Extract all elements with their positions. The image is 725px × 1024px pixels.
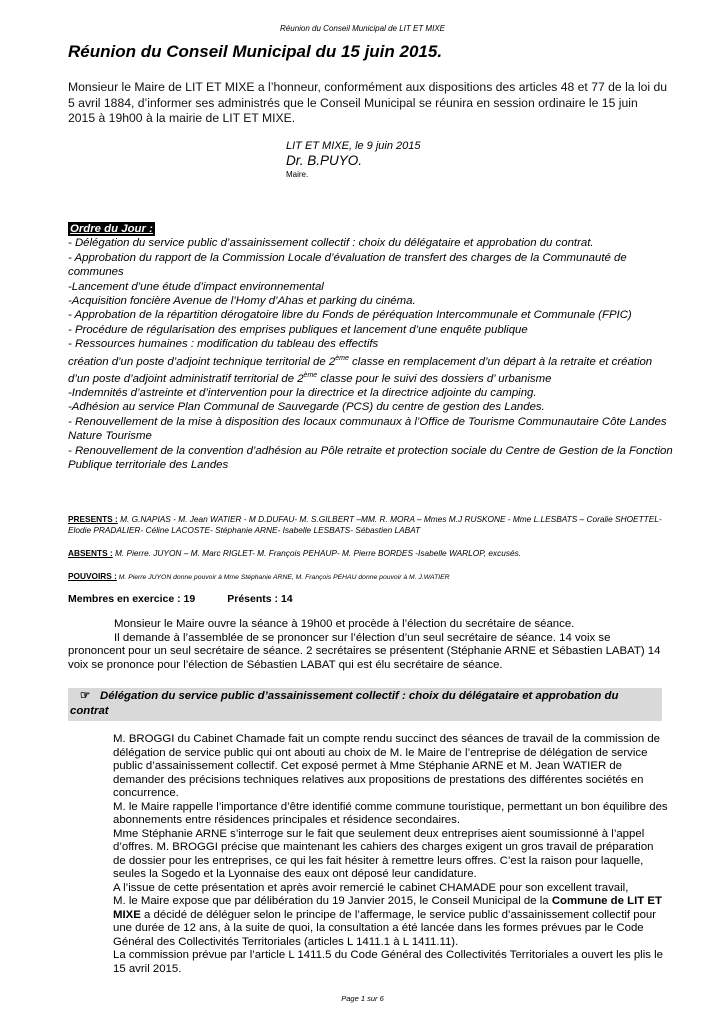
running-header: Réunion du Conseil Municipal de LIT ET MIXE (280, 24, 445, 33)
body-paragraph: M. le Maire rappelle l’importance d’être identifié comme commune touristique, permettant un bon équilibre des abonnements entre résidences principales et résidence secondaires. (113, 800, 668, 826)
agenda-item: -Acquisition foncière Avenue de l’Homy d’Ahas et parking du cinéma. (68, 295, 416, 308)
commune-name: Commune de LIT ET MIXE (113, 895, 662, 921)
page-footer: Page 1 sur 6 (341, 994, 384, 1003)
members-count: Membres en exercice : 19 (68, 593, 196, 605)
absents-list: M. Pierre. JUYON – M. Marc RIGLET- M. François PEHAUP- M. Pierre BORDES -Isabelle WARLOP, excusés. (112, 548, 522, 558)
agenda (68, 222, 673, 473)
agenda-item: -Lancement d’une étude d’impact environnemental (68, 280, 324, 293)
section-title: Délégation du service public d’assainissement collectif : choix du délégataire et approbation du contrat (70, 690, 619, 717)
opening-paragraph: Il demande à l’assemblée de se prononcer sur l’élection d’un seul secrétaire de séance. 14 voix se prononcent pour un seul secrétaire de séance. 2 secrétaires se présentent (Stéphanie ARNE et Sébastien LABAT) 14 voix se prononce pour l’élection de Sébastien LABAT qui est élu secrétaire de séance. (68, 631, 661, 671)
body-paragraph: La commission prévue par l’article L 1411.5 du Code Général des Collectivités Territoriales a ouvert les plis le 15 avril 2015. (113, 949, 663, 975)
agenda-item: - Approbation du rapport de la Commission Locale d’évaluation de transfert des charges de la Communauté de communes (68, 251, 627, 279)
signature-name: Dr. B.PUYO. (286, 153, 363, 168)
body-text: a décidé de déléguer selon le principe de l’affermage, le service public d’assainissement collectif pour une durée de 12 ans, à la suite de quoi, la consultation a été lancée dans les formes prévues par le Code Général des Collectivités Territoriales (articles L 1411.1 à L 1411.11). (113, 908, 657, 948)
absents-line (68, 548, 678, 559)
body-paragraph: M. BROGGI du Cabinet Chamade fait un compte rendu succinct des séances de travail de la commission de délégation de service public qui ont abouti au choix de M. le Maire de l’entreprise de délégation de service public d’assainissement collectif. Cet exposé permet à Mme Stéphanie ARNE et M. Jean WATIER de demander des précisions techniques relatives aux propositions de prestations des différentes sociétés en concurrence. (113, 733, 661, 799)
body-paragraph: A l’issue de cette présentation et après avoir remercié le cabinet CHAMADE pour son excellent travail, (113, 881, 629, 894)
presents-label: PRESENTS : (68, 514, 118, 524)
body-paragraph: Mme Stéphanie ARNE s’interroge sur le fait que seulement deux entreprises aient soumissionné à l’appel d’offres. M. BROGGI précise que maintenant les cahiers des charges exigent un gros travail de préparation de dossier pour les entreprises, ce qui les fait hésiter à remettre leurs offres. C’est la raison pour laquelle, seules la Sogedo et la Lyonnaise des eaux ont déposé leur candidature. (113, 827, 654, 880)
absents-label: ABSENTS : (68, 548, 113, 558)
opening-paragraph: Monsieur le Maire ouvre la séance à 19h00 et procède à l’élection du secrétaire de séance. (114, 618, 575, 630)
signature-block (286, 140, 421, 179)
signature-role: Maire. (286, 170, 309, 179)
hand-pointing-icon: ☞ (79, 690, 91, 702)
presents-line (68, 514, 678, 535)
member-counts (68, 593, 293, 605)
agenda-item: - Délégation du service public d’assainissement collectif : choix du délégataire et approbation du contrat. (68, 237, 594, 250)
body-paragraph (113, 895, 668, 949)
section-body (113, 733, 668, 976)
agenda-item: création d’un poste d’adjoint technique territorial de 2ème classe en remplacement d’un départ à la retraite et création d’un poste d’adjoint administratif territorial de 2ème classe pour le suivi des dossiers d’ urbanisme (68, 354, 653, 385)
page-title: Réunion du Conseil Municipal du 15 juin 2015. (68, 42, 443, 61)
intro-paragraph: Monsieur le Maire de LIT ET MIXE a l’honneur, conformément aux dispositions des articles 48 et 77 de la loi du 5 avril 1884, d’informer ses administrés que le Conseil Municipal se réunira en session ordinaire le 15 juin 2015 à 19h00 à la mairie de LIT ET MIXE. (68, 80, 668, 125)
agenda-item: - Approbation de la répartition dérogatoire libre du Fonds de péréquation Intercommunale et Communale (FPIC) (68, 309, 632, 322)
agenda-item: - Ressources humaines : modification du tableau des effectifs (68, 338, 379, 351)
agenda-item: -Indemnités d’astreinte et d’intervention pour la directrice et la directrice adjointe du camping. (68, 387, 537, 400)
presents-list: M. G.NAPIAS - M. Jean WATIER - M D.DUFAU- M. S.GILBERT –MM. R. MORA – Mmes M.J RUSKONE - Mme L.LESBATS – Coralie SHOETTEL-Elodie PRADALIER- Céline LACOSTE- Stéphanie ARNE- Isabelle LESBATS- Sébastien LABAT (68, 514, 662, 535)
section-heading (68, 688, 662, 721)
pouvoirs-label: POUVOIRS : (68, 571, 117, 581)
opening-text (68, 618, 668, 672)
agenda-title: Ordre du Jour : (70, 223, 153, 235)
agenda-item: - Procédure de régularisation des emprises publiques et lancement d’une enquête publique (68, 323, 528, 336)
body-text: M. le Maire expose que par délibération du 19 Janvier 2015, le Conseil Municipal de la (113, 895, 549, 907)
pouvoirs-list: M. Pierre JUYON donne pouvoir à Mme Stéphanie ARNE, M. François PEHAU donne pouvoir à M. J.WATIER (116, 574, 450, 581)
signature-date: LIT ET MIXE, le 9 juin 2015 (286, 140, 421, 152)
agenda-item: -Adhésion au service Plan Communal de Sauvegarde (PCS) du centre de gestion des Landes. (68, 401, 545, 414)
presents-count: Présents : 14 (227, 593, 293, 605)
agenda-item: - Renouvellement de la convention d’adhésion au Pôle retraite et protection sociale du Centre de Gestion de la Fonction Publique territoriale des Landes (68, 444, 673, 472)
pouvoirs-line (68, 571, 678, 584)
agenda-item: - Renouvellement de la mise à disposition des locaux communaux à l’Office de Tourisme Communautaire Côte Landes Nature Tourisme (68, 415, 667, 443)
